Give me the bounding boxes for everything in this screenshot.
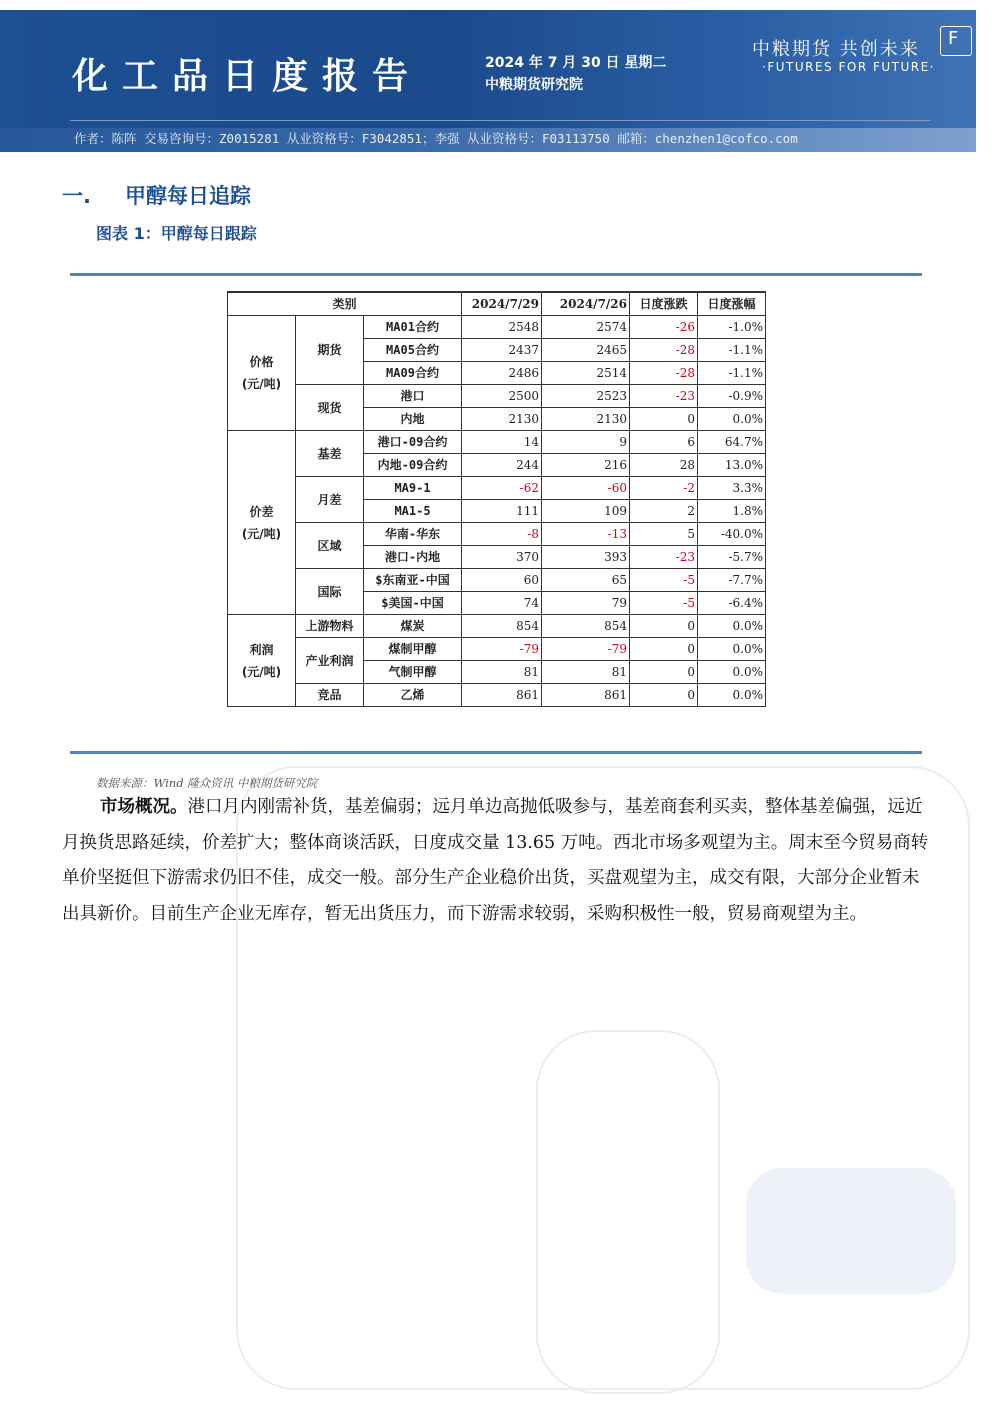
subgroup-spot: 现货: [296, 385, 364, 431]
value-pct: -5.7%: [698, 546, 766, 569]
section-title: 甲醇每日追踪: [124, 184, 251, 208]
group-profit: [228, 615, 296, 707]
value-change: -28: [630, 362, 698, 385]
value-change: 0: [630, 638, 698, 661]
figure-title: 图表 1：甲醇每日跟踪: [96, 224, 257, 243]
value-date-2: 216: [542, 454, 630, 477]
group-label: 利润 (元/吨): [241, 642, 282, 679]
value-date-1: 81: [462, 661, 542, 684]
section-number: 一.: [62, 184, 91, 208]
subgroup-basis: 基差: [296, 431, 364, 477]
subgroup-industry-profit: 产业利润: [296, 638, 364, 684]
value-pct: 13.0%: [698, 454, 766, 477]
group-label: 价差 (元/吨): [241, 504, 282, 541]
value-pct: 3.3%: [698, 477, 766, 500]
value-date-2: 2130: [542, 408, 630, 431]
data-source-note: 数据来源：Wind 隆众资讯 中粮期货研究院: [96, 776, 318, 790]
value-date-1: 74: [462, 592, 542, 615]
report-title: 化工品日度报告: [72, 56, 423, 97]
row-item: 港口-内地: [364, 546, 462, 569]
row-item: $美国-中国: [364, 592, 462, 615]
value-pct: 0.0%: [698, 408, 766, 431]
value-date-1: -79: [462, 638, 542, 661]
value-pct: 0.0%: [698, 684, 766, 707]
value-change: -23: [630, 385, 698, 408]
value-date-1: 861: [462, 684, 542, 707]
methanol-tracking-table: [227, 291, 766, 707]
table-header-row: [228, 292, 766, 316]
value-pct: -6.4%: [698, 592, 766, 615]
table-row: [228, 615, 766, 638]
group-price: [228, 316, 296, 431]
value-change: -5: [630, 569, 698, 592]
value-change: -2: [630, 477, 698, 500]
value-date-1: 2437: [462, 339, 542, 362]
header-daily-pct: 日度涨幅: [698, 292, 766, 316]
value-pct: -0.9%: [698, 385, 766, 408]
table-top-rule: [70, 273, 922, 276]
value-date-1: 2548: [462, 316, 542, 339]
row-item: $东南亚-中国: [364, 569, 462, 592]
value-date-2: -60: [542, 477, 630, 500]
row-item: 乙烯: [364, 684, 462, 707]
value-date-1: 60: [462, 569, 542, 592]
value-date-1: 2500: [462, 385, 542, 408]
value-date-1: 2486: [462, 362, 542, 385]
row-item: 内地: [364, 408, 462, 431]
value-date-1: 370: [462, 546, 542, 569]
value-change: 6: [630, 431, 698, 454]
value-date-2: 2574: [542, 316, 630, 339]
table-row: [228, 684, 766, 707]
subgroup-futures: 期货: [296, 316, 364, 385]
value-change: -5: [630, 592, 698, 615]
report-header: [0, 10, 976, 152]
subgroup-upstream: 上游物料: [296, 615, 364, 638]
value-date-2: 393: [542, 546, 630, 569]
value-pct: 0.0%: [698, 638, 766, 661]
value-change: 28: [630, 454, 698, 477]
value-pct: -7.7%: [698, 569, 766, 592]
value-pct: -40.0%: [698, 523, 766, 546]
value-change: 2: [630, 500, 698, 523]
row-item: 气制甲醇: [364, 661, 462, 684]
header-date-1: 2024/7/29: [462, 292, 542, 316]
value-pct: 1.8%: [698, 500, 766, 523]
value-date-1: 2130: [462, 408, 542, 431]
value-pct: 0.0%: [698, 661, 766, 684]
row-item: 港口-09合约: [364, 431, 462, 454]
table-row: [228, 477, 766, 500]
brand-slogan: ·FUTURES FOR FUTURE·: [762, 60, 935, 74]
row-item: 港口: [364, 385, 462, 408]
subgroup-international: 国际: [296, 569, 364, 615]
value-date-2: 2523: [542, 385, 630, 408]
value-date-2: 79: [542, 592, 630, 615]
paragraph-lead: 市场概况。: [100, 797, 188, 817]
header-date-2: 2024/7/26: [542, 292, 630, 316]
value-date-2: 81: [542, 661, 630, 684]
value-change: -28: [630, 339, 698, 362]
subgroup-month-spread: 月差: [296, 477, 364, 523]
header-category: 类别: [228, 292, 462, 316]
value-pct: -1.1%: [698, 362, 766, 385]
table-row: [228, 385, 766, 408]
value-date-1: -62: [462, 477, 542, 500]
value-pct: -1.1%: [698, 339, 766, 362]
value-date-2: 861: [542, 684, 630, 707]
value-date-1: 854: [462, 615, 542, 638]
value-change: -23: [630, 546, 698, 569]
row-item: 煤制甲醇: [364, 638, 462, 661]
value-date-2: -79: [542, 638, 630, 661]
value-date-1: 244: [462, 454, 542, 477]
row-item: 煤炭: [364, 615, 462, 638]
table-bottom-rule: [70, 751, 922, 754]
value-change: 0: [630, 661, 698, 684]
value-date-1: 111: [462, 500, 542, 523]
report-date: 2024 年 7 月 30 日 星期二: [485, 55, 667, 71]
value-date-2: 2465: [542, 339, 630, 362]
value-date-2: -13: [542, 523, 630, 546]
group-label: 价格 (元/吨): [241, 355, 282, 391]
market-overview-paragraph: [62, 790, 934, 932]
author-line: 作者：陈阵 交易咨询号：Z0015281 从业资格号：F3042851；李强 从业资格号：F03113750 邮箱：chenzhen1@cofco.com: [74, 131, 798, 146]
value-pct: -1.0%: [698, 316, 766, 339]
table-row: [228, 569, 766, 592]
value-change: 5: [630, 523, 698, 546]
brand-logo-icon: F: [940, 26, 972, 56]
row-item: 内地-09合约: [364, 454, 462, 477]
value-date-2: 109: [542, 500, 630, 523]
table-row: [228, 316, 766, 339]
header-divider: [70, 120, 930, 121]
row-item: 华南-华东: [364, 523, 462, 546]
value-change: 0: [630, 615, 698, 638]
value-change: -26: [630, 316, 698, 339]
watermark-shape: [536, 1030, 720, 1394]
value-pct: 0.0%: [698, 615, 766, 638]
subgroup-region: 区域: [296, 523, 364, 569]
value-pct: 64.7%: [698, 431, 766, 454]
value-date-1: -8: [462, 523, 542, 546]
watermark-shape: [746, 1168, 956, 1294]
group-spread: [228, 431, 296, 615]
table-row: [228, 431, 766, 454]
subgroup-competing: 竞品: [296, 684, 364, 707]
row-item: MA9-1: [364, 477, 462, 500]
brand-logo-text: 中粮期货 共创未来: [752, 39, 920, 60]
header-daily-change: 日度涨跌: [630, 292, 698, 316]
report-org: 中粮期货研究院: [485, 77, 583, 93]
section-heading: [62, 180, 251, 210]
row-item: MA01合约: [364, 316, 462, 339]
value-date-2: 65: [542, 569, 630, 592]
row-item: MA05合约: [364, 339, 462, 362]
value-date-2: 854: [542, 615, 630, 638]
value-date-2: 9: [542, 431, 630, 454]
paragraph-body: 港口月内刚需补货，基差偏弱；远月单边高抛低吸参与，基差商套利买卖，整体基差偏强，远近月换货思路延续，价差扩大；整体商谈活跃，日度成交量 13.65 万吨。西北市场多观望为主。周末至今贸易商转单价坚挺但下游需求仍旧不佳，成交一般。部分生产企业稳价出货，买盘观望为主，成交有限，大部分企业暂未出具新价。目前生产企业无库存，暂无出货压力，而下游需求较弱，采购积极性一般，贸易商观望为主。: [62, 797, 929, 924]
value-date-2: 2514: [542, 362, 630, 385]
value-change: 0: [630, 408, 698, 431]
row-item: MA09合约: [364, 362, 462, 385]
table-row: [228, 523, 766, 546]
table-row: [228, 638, 766, 661]
row-item: MA1-5: [364, 500, 462, 523]
value-date-1: 14: [462, 431, 542, 454]
value-change: 0: [630, 684, 698, 707]
